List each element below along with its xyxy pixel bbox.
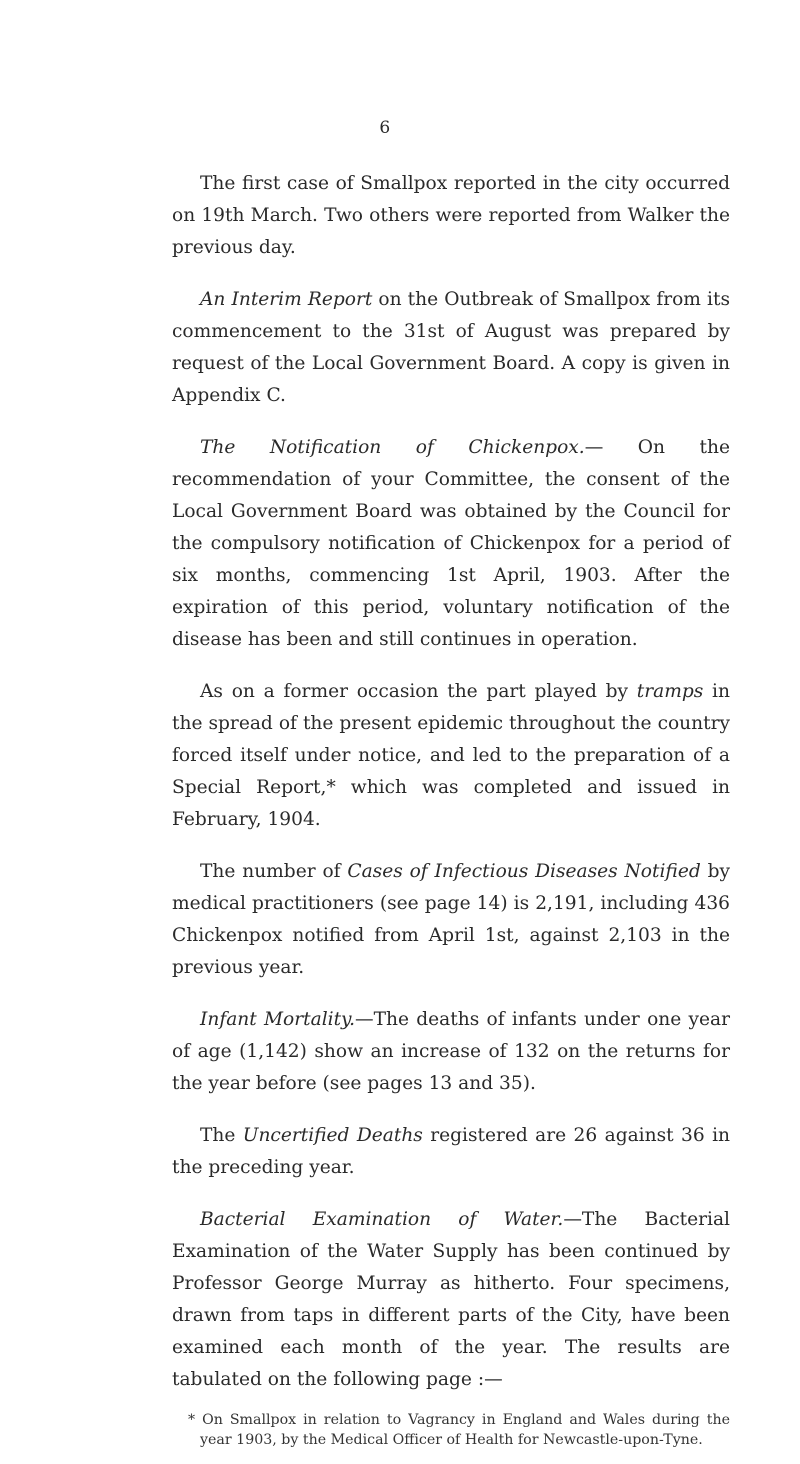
paragraph-text: in the spread of the present epidemic throughout the country forced itself under notice, and led to the preparation of a Special Report,* which was completed and issued in February, 1904. [172,681,730,830]
paragraph-smallpox-first-case [172,168,730,264]
page-number: 6 [379,118,391,138]
page-body [172,168,730,1464]
paragraph-interim-report [172,284,730,412]
paragraph-heading: The Notification of Chickenpox. [200,437,585,458]
paragraph-text: The [200,1125,243,1146]
paragraph-text: As on a former occasion the part played by [200,681,637,702]
paragraph-heading: An Interim Report [200,289,373,310]
paragraph-tramps [172,676,730,836]
paragraph-text: registered are 26 against 36 in the preceding year. [172,1125,730,1178]
paragraph-text: —The deaths of infants under one year of age (1,142) show an increase of 132 on the returns for the year before (see pages 13 and 35). [172,1009,730,1094]
paragraph-infectious-cases [172,856,730,984]
paragraph-text: —The Bacterial Examination of the Water Supply has been continued by Professor George Murray as hitherto. Four specimens, drawn from taps in different parts of the City, have been examined each month of the year. The results are tabulated on the following page :— [172,1209,730,1390]
paragraph-text: by medical practitioners (see page 14) is 2,191, including 436 Chickenpox notified from April 1st, against 2,103 in the previous year. [172,861,730,978]
paragraph-emphasis: Cases of Infectious Diseases Notified [347,861,701,882]
paragraph-infant-mortality [172,1004,730,1100]
footnote: * On Smallpox in relation to Vagrancy in England and Wales during the year 1903, by the Medical Officer of Health for Newcastle-upon-Tyne. [188,1412,730,1448]
paragraph-text: — On the recommendation of your Committee, the consent of the Local Government Board was obtained by the Council for the compulsory notification of Chickenpox for a period of six months, commencing 1st April, 1903. After the expiration of this period, voluntary notification of the disease has been and still continues in operation. [172,437,730,650]
paragraph-chickenpox-notification [172,432,730,656]
paragraph-emphasis: Uncertified Deaths [242,1125,423,1146]
paragraph-emphasis: tramps [636,681,704,702]
paragraph-heading: Infant Mortality. [200,1009,356,1030]
paragraph-text: on the Outbreak of Smallpox from its commencement to the 31st of August was prepared by request of the Local Government Board. A copy is given in Appendix C. [172,289,730,406]
paragraph-text: The first case of Smallpox reported in the city occurred on 19th March. Two others were reported from Walker the previous day. [172,173,730,258]
paragraph-bacterial-examination [172,1204,730,1396]
paragraph-heading: Bacterial Examination of Water. [200,1209,564,1230]
paragraph-uncertified-deaths [172,1120,730,1184]
paragraph-text: The number of [200,861,348,882]
